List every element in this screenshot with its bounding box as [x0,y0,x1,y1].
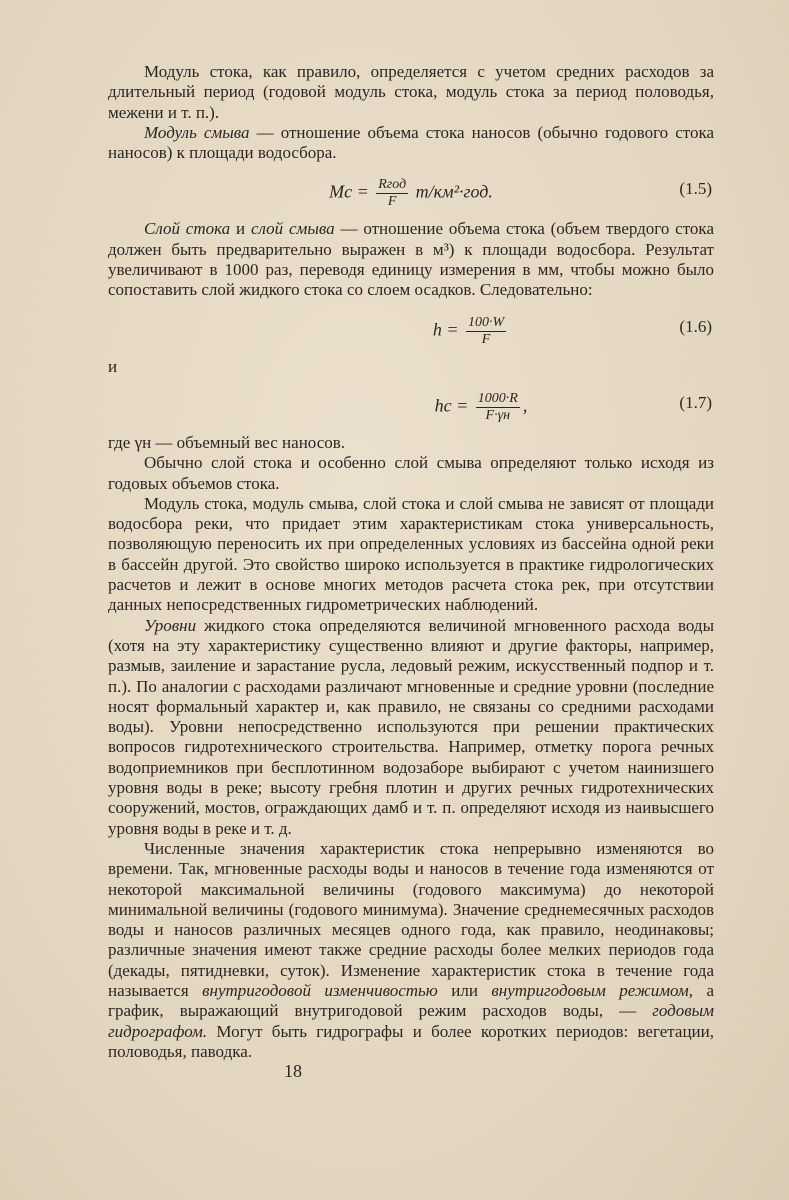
formula-lhs: Mс = [329,182,374,203]
formula-1-7 [108,385,714,427]
formula-number: (1.5) [679,179,712,199]
paragraph-annual-volumes: Обычно слой стока и особенно слой смыва определяют только исходя из годовых объемов стока. [108,453,714,493]
text-fragment: а график, выражающий внутригодовой режим расходов воды, — [108,980,715,1021]
numerator: 1000·R [477,390,518,406]
paragraph-variability [108,839,714,1062]
term-intra-annual-regime: внутригодовым режимом, [491,980,693,1000]
term-washout-modulus: Модуль смыва [144,122,250,142]
connector-and: и [108,356,118,376]
formula-body [108,177,714,210]
paragraph-washout-modulus [108,123,714,164]
formula-body [248,391,714,424]
paragraph-where: где γн — объемный вес наносов. [108,432,346,452]
formula-lhs: hс = [434,395,473,416]
paragraph-runoff-modulus: Модуль стока, как правило, определяется с учетом средних расходов за длительный период (годовой модуль стока, модуль стока за период половодья, межени и т. п.). [108,62,714,122]
paragraph-levels [108,616,714,839]
paragraph-universality: Модуль стока, модуль смыва, слой стока и слой смыва не зависят от площади водосбора реки, что придает этим характеристикам стока универсальность, позволяющую переносить их при определенных условиях из бассейна одной реки в бассейн другой. Это свойство широко используется в практике гидрологических расчетов и лежит в основе многих методов расчета стока рек, при отсутствии данных непосредственных гидрометрических наблюдений. [108,493,714,615]
numerator: 100·W [467,314,505,330]
formula-body [228,315,714,348]
term-intra-annual-variability: внутригодовой изменчивостью [202,980,438,1000]
text-fragment: — отношение объема стока (объем твердого стока должен быть предварительно выражен в м³) к площади водосбора. Результат увеличивают в 1000 раз, переводя единицу измерения в мм, чтобы можно было сопоставить слой жидкого стока со слоем осадков. Следовательно: [108,219,714,300]
text-fragment: Численные значения характеристик стока непрерывно изменяются во времени. Так, мгновенные расходы воды и наносов в течение года изменяются от некоторой максимальной величины (годового максимума) до некоторой минимальной величины (годового минимума). Значение среднемесячных расходов воды и наносов различных месяцев одного года, как правило, неодинаковы; различные значения имеют также средние расходы более мелких периодов года (декады, пятидневки, суток). Изменение характеристик стока в течение года называется [108,838,714,1000]
numerator: Rгод [378,177,407,193]
page-number: 18 [284,1061,302,1081]
formula-1-6 [108,309,714,351]
formula-1-5 [108,171,714,213]
page-text [108,62,714,1062]
formula-fraction [466,315,506,348]
formula-rhs: , [522,395,528,416]
term-annual-hydrograph: годовым гидрографом. [108,1001,714,1041]
denominator: F [387,194,397,210]
text-fragment: жидкого стока определяются величиной мгновенного расхода воды (хотя на эту характеристику существенно влияют и другие факторы, например, размыв, заиление и зарастание русла, ледовый режим, искусственный подпор и т. п.). По аналогии с расходами различают мгновенные и средние уровни (последние носят формальный характер и, как правило, не связаны со средними расходами воды). Уровни непосредственно используются при решении практических вопросов гидротехнического строительства. Например, отметку порога речных водоприемников при бесплотинном водозаборе выбирают с учетом наинизшего уровня воды в реке; высоту гребня плотин и других речных гидротехнических сооружений, мостов, ограждающих дамб и т. п. определяют исходя из наивысшего уровня воды в реке и т. д. [108,615,714,838]
paragraph-runoff-layer [108,219,714,300]
formula-rhs: т/км²·год. [411,182,493,203]
denominator: F·γн [485,407,511,423]
text-fragment: Могут быть гидрографы и более коротких периодов: вегетации, половодья, паводка. [108,1021,714,1061]
denominator: F [481,331,491,347]
text-fragment: — отношение объема стока наносов (обычно годового стока наносов) к площади водосбора. [108,122,714,163]
term-washout-layer: слой смыва [250,219,335,239]
formula-fraction [376,177,408,210]
text-fragment: и [230,219,251,239]
formula-number: (1.7) [679,392,712,412]
formula-lhs: h = [432,319,463,340]
formula-number: (1.6) [679,316,712,336]
text-fragment: или [437,980,492,1000]
formula-fraction [476,391,520,424]
term-levels: Уровни [144,615,197,635]
term-runoff-layer: Слой стока [144,219,231,239]
